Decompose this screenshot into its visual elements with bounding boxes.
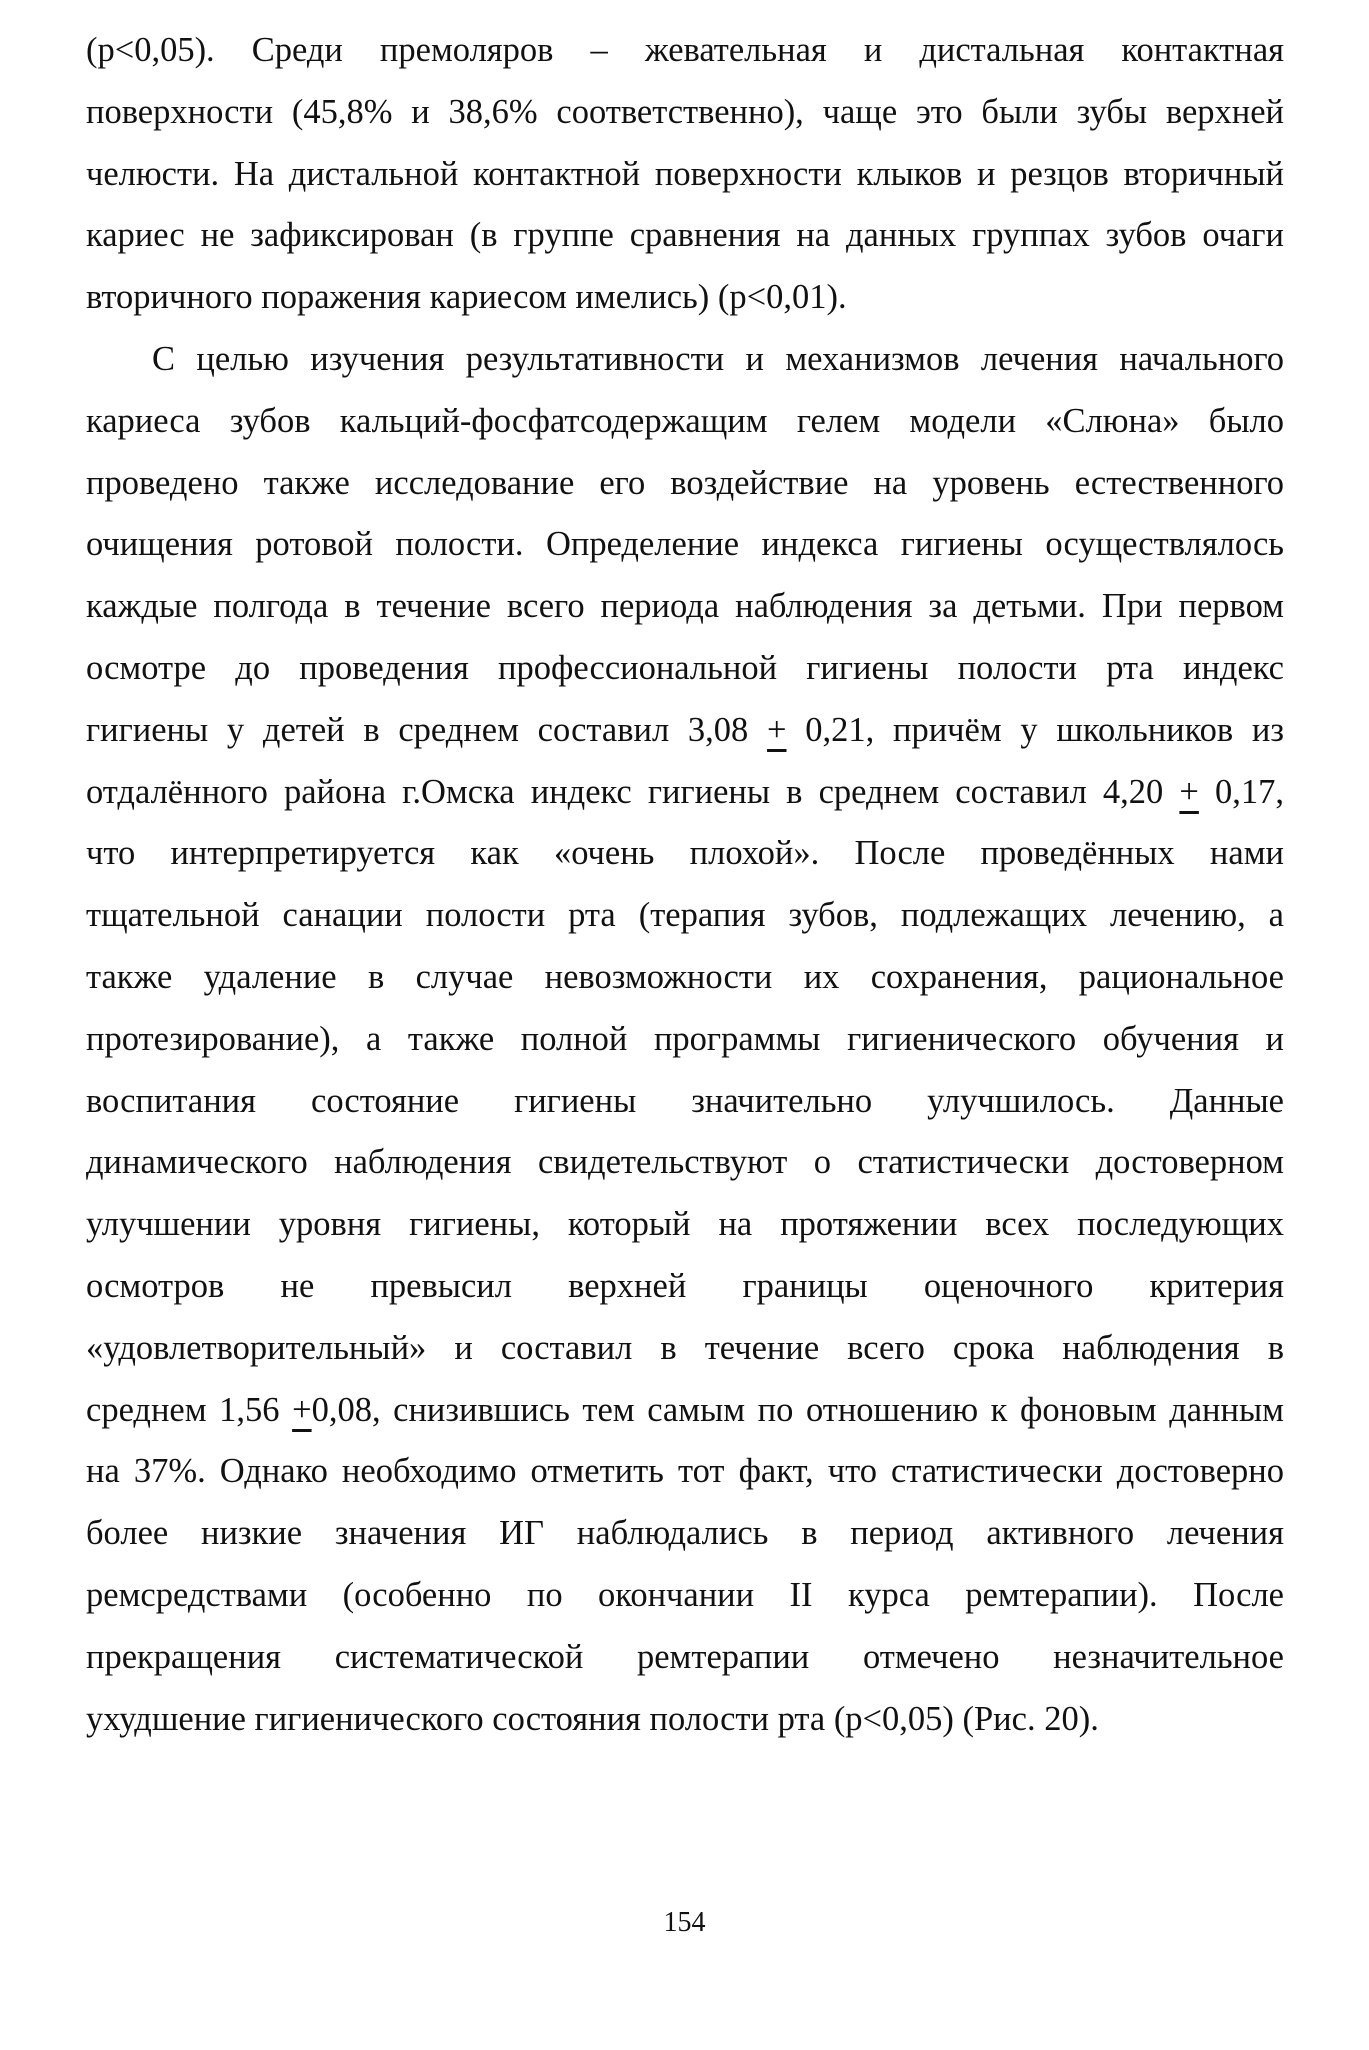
text-line: также удаление в случае невозможности их сохранения, рациональное (86, 957, 1284, 996)
text-line: кариеса зубов кальций-фосфатсодержащим гелем модели «Слюна» было (86, 401, 1284, 440)
text-line: более низкие значения ИГ наблюдались в период активного лечения (86, 1514, 1284, 1553)
text-line: гигиены у детей в среднем составил 3,08 + 0,21, причём у школьников из (86, 710, 1284, 749)
text-line: «удовлетворительный» и составил в течение всего срока наблюдения в (86, 1328, 1284, 1367)
body-text (86, 20, 1284, 1750)
text-line: С целью изучения результативности и механизмов лечения начального (152, 339, 1284, 378)
plus-minus-sign: + (767, 710, 787, 749)
text-line: ухудшение гигиенического состояния полости рта (р<0,05) (Рис. 20). (86, 1699, 1099, 1738)
page-number: 154 (663, 1907, 706, 1938)
text-line: улучшении уровня гигиены, который на протяжении всех последующих (86, 1205, 1284, 1244)
plus-minus-sign: + (292, 1390, 312, 1429)
text-line: челюсти. На дистальной контактной поверхности клыков и резцов вторичный (86, 154, 1284, 193)
text-line: что интерпретируется как «очень плохой». После проведённых нами (86, 834, 1284, 873)
text-line: на 37%. Однако необходимо отметить тот факт, что статистически достоверно (86, 1452, 1284, 1491)
text-line: кариес не зафиксирован (в группе сравнения на данных группах зубов очаги (86, 216, 1284, 255)
text-line: прекращения систематической ремтерапии отмечено незначительное (86, 1637, 1284, 1676)
paragraph-2 (86, 329, 1284, 1750)
text-line: осмотре до проведения профессиональной гигиены полости рта индекс (86, 648, 1284, 687)
text-line: среднем 1,56 +0,08, снизившись тем самым по отношению к фоновым данным (86, 1390, 1284, 1429)
text-line: динамического наблюдения свидетельствуют о статистически достоверном (86, 1143, 1284, 1182)
text-line: очищения ротовой полости. Определение индекса гигиены осуществлялось (86, 525, 1284, 564)
text-line: тщательной санации полости рта (терапия зубов, подлежащих лечению, а (86, 896, 1284, 935)
text-line: воспитания состояние гигиены значительно улучшилось. Данные (86, 1081, 1284, 1120)
text-line: отдалённого района г.Омска индекс гигиены в среднем составил 4,20 + 0,17, (86, 772, 1284, 811)
text-line: проведено также исследование его воздействие на уровень естественного (86, 463, 1284, 502)
text-line: ремсредствами (особенно по окончании II курса ремтерапии). После (86, 1575, 1284, 1614)
text-line: каждые полгода в течение всего периода наблюдения за детьми. При первом (86, 587, 1284, 626)
text-line: осмотров не превысил верхней границы оценочного критерия (86, 1266, 1284, 1305)
text-line: поверхности (45,8% и 38,6% соответственно), чаще это были зубы верхней (86, 92, 1284, 131)
text-line: вторичного поражения кариесом имелись) (р<0,01). (86, 278, 847, 317)
plus-minus-sign: + (1179, 772, 1199, 811)
paragraph-1 (86, 20, 1284, 329)
text-line: (р<0,05). Среди премоляров – жевательная и дистальная контактная (86, 31, 1284, 69)
text-line: протезирование), а также полной программы гигиенического обучения и (86, 1019, 1284, 1058)
